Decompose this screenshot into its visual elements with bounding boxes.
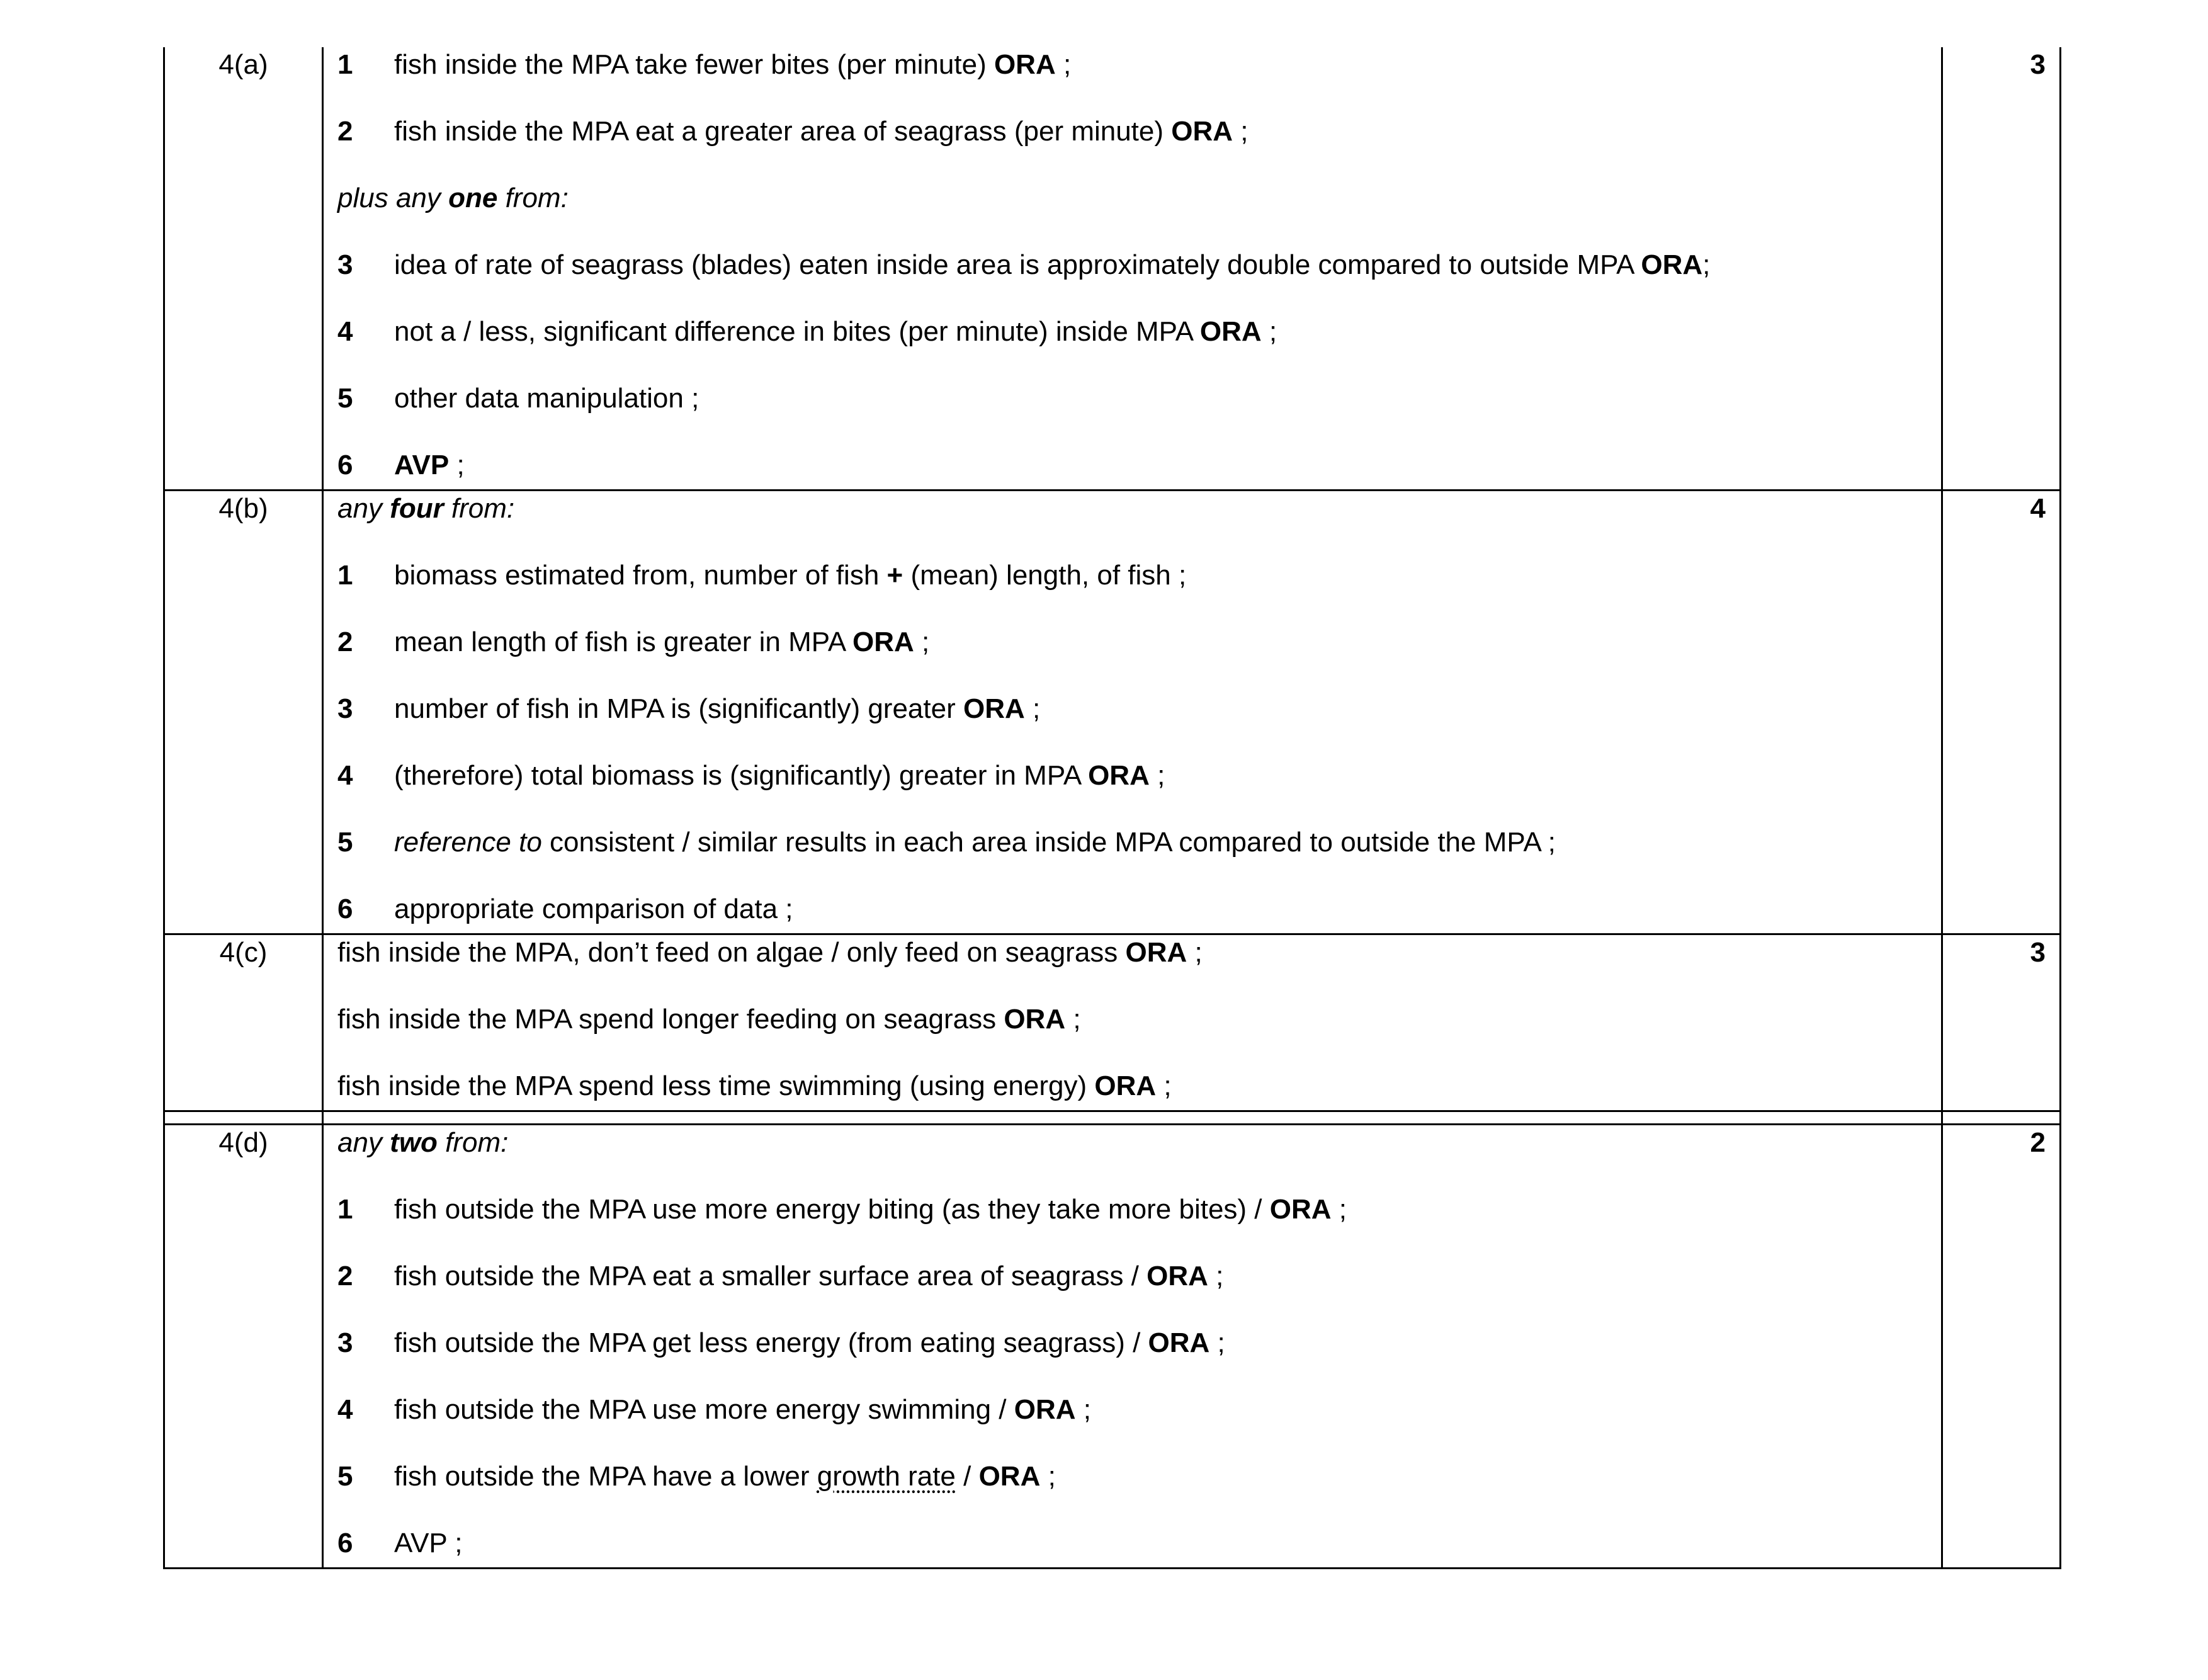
answer-line [337, 1393, 1941, 1460]
point-text: fish outside the MPA have a lower [394, 1461, 817, 1492]
intro-count: one [448, 183, 498, 213]
point-text: other data manipulation ; [394, 383, 699, 414]
intro-text: any [337, 493, 390, 524]
point-text: number of fish in MPA is (significantly) greater [394, 693, 956, 724]
answer-line [337, 559, 1941, 626]
point-number: 1 [337, 49, 353, 80]
answer-line [337, 1460, 1941, 1527]
question-row-4b [164, 491, 2061, 934]
point-text: appropriate comparison of data ; [394, 894, 793, 924]
reference-label: reference to [394, 827, 542, 858]
ora-label: ORA [1088, 760, 1150, 791]
question-number: 4(a) [164, 47, 323, 491]
intro-text: plus any [337, 183, 449, 213]
point-tail: ; [1149, 760, 1165, 791]
marks-value: 4 [1942, 491, 2061, 934]
separator-cell [1942, 1111, 2061, 1125]
row-separator [164, 1111, 2061, 1125]
point-number: 2 [337, 116, 353, 147]
ora-label: ORA [1146, 1261, 1208, 1291]
point-text: consistent / similar results in each area inside MPA compared to outside the MPA ; [541, 827, 1556, 858]
answer-line [337, 449, 1941, 489]
point-number: 5 [337, 383, 353, 414]
point-text: (mean) length, of fish ; [903, 560, 1187, 591]
point-number: 5 [337, 1461, 353, 1492]
point-tail: ; [1156, 1070, 1172, 1101]
point-text: fish outside the MPA use more energy swimming / [394, 1394, 1014, 1425]
point-tail: ; [914, 627, 930, 657]
point-number: 3 [337, 693, 353, 724]
point-tail: ; [1331, 1194, 1347, 1225]
answer-line [337, 315, 1941, 382]
point-text: biomass estimated from, number of fish [394, 560, 887, 591]
point-text: mean length of fish is greater in MPA [394, 627, 845, 657]
question-number: 4(b) [164, 491, 323, 934]
answer-cell [323, 491, 1942, 934]
point-text: fish inside the MPA take fewer bites (per minute) [394, 49, 987, 80]
answer-line [337, 1003, 1941, 1070]
answer-intro [337, 1127, 1941, 1193]
point-text: fish inside the MPA eat a greater area of seagrass (per minute) [394, 116, 1164, 147]
point-number: 1 [337, 560, 353, 591]
answer-line [337, 936, 1941, 1003]
answer-line [337, 693, 1941, 759]
point-tail: ; [1065, 1004, 1081, 1035]
intro-text: from: [437, 1127, 509, 1158]
point-text: fish outside the MPA use more energy biting (as they take more bites) / [394, 1194, 1270, 1225]
question-row-4d [164, 1125, 2061, 1569]
point-number: 4 [337, 1394, 353, 1425]
point-tail: ; [1055, 49, 1072, 80]
point-number: 1 [337, 1194, 353, 1225]
answer-line [337, 249, 1941, 315]
point-number: 6 [337, 894, 353, 924]
question-number: 4(c) [164, 934, 323, 1111]
marks-value: 2 [1942, 1125, 2061, 1569]
intro-count: four [390, 493, 444, 524]
point-number: 6 [337, 450, 353, 480]
point-text: (therefore) total biomass is (significantly) greater in MPA [394, 760, 1080, 791]
avp-label: AVP [394, 450, 450, 480]
ora-label: ORA [1014, 1394, 1076, 1425]
point-text: / [955, 1461, 979, 1492]
answer-line [337, 826, 1941, 893]
answer-line [337, 115, 1941, 182]
answer-line [337, 1193, 1941, 1260]
plus-symbol: + [886, 560, 903, 591]
point-number: 5 [337, 827, 353, 858]
answer-intro [337, 182, 1941, 249]
point-text: AVP ; [394, 1528, 463, 1558]
ora-label: ORA [1094, 1070, 1157, 1101]
intro-text: any [337, 1127, 390, 1158]
point-text: not a / less, significant difference in bites (per minute) inside MPA [394, 316, 1192, 347]
marks-value: 3 [1942, 47, 2061, 491]
intro-text: from: [443, 493, 515, 524]
ora-label: ORA [1199, 316, 1262, 347]
question-row-4a [164, 47, 2061, 491]
answer-cell [323, 47, 1942, 491]
answer-line [337, 48, 1941, 115]
point-text: idea of rate of seagrass (blades) eaten inside area is approximately double compared to outside MPA [394, 249, 1634, 280]
point-number: 4 [337, 760, 353, 791]
point-tail: ; [1208, 1261, 1224, 1291]
point-tail: ; [449, 450, 465, 480]
ora-label: ORA [1171, 116, 1233, 147]
separator-cell [164, 1111, 323, 1125]
mark-scheme-table [163, 47, 2061, 1569]
point-tail: ; [1024, 693, 1041, 724]
ora-label: ORA [1269, 1194, 1332, 1225]
answer-line [337, 382, 1941, 449]
point-tail: ; [1075, 1394, 1091, 1425]
answer-line [337, 1327, 1941, 1393]
answer-line [337, 893, 1941, 933]
point-number: 3 [337, 1327, 353, 1358]
point-tail: ; [1702, 249, 1711, 280]
ora-label: ORA [994, 49, 1056, 80]
ora-label: ORA [978, 1461, 1041, 1492]
point-text: fish inside the MPA spend less time swimming (using energy) [337, 1070, 1087, 1101]
ora-label: ORA [1148, 1327, 1210, 1358]
point-number: 2 [337, 627, 353, 657]
ora-label: ORA [852, 627, 914, 657]
point-number: 3 [337, 249, 353, 280]
point-text: fish outside the MPA eat a smaller surface area of seagrass / [394, 1261, 1147, 1291]
answer-cell [323, 934, 1942, 1111]
question-number: 4(d) [164, 1125, 323, 1569]
ora-label: ORA [1125, 937, 1187, 968]
point-tail: ; [1209, 1327, 1225, 1358]
answer-line [337, 1527, 1941, 1567]
point-tail: ; [1233, 116, 1248, 147]
answer-line [337, 1070, 1941, 1110]
point-tail: ; [1187, 937, 1203, 968]
intro-count: two [390, 1127, 438, 1158]
point-number: 4 [337, 316, 353, 347]
answer-line [337, 759, 1941, 826]
ora-label: ORA [1641, 249, 1703, 280]
answer-line [337, 1260, 1941, 1327]
point-tail: ; [1261, 316, 1277, 347]
separator-cell [323, 1111, 1942, 1125]
point-tail: ; [1040, 1461, 1056, 1492]
point-number: 6 [337, 1528, 353, 1558]
question-row-4c [164, 934, 2061, 1111]
answer-intro [337, 492, 1941, 559]
answer-line [337, 626, 1941, 693]
point-text: fish outside the MPA get less energy (from eating seagrass) / [394, 1327, 1148, 1358]
intro-text: from: [497, 183, 569, 213]
spellcheck-underlined-text: growth rate [817, 1461, 956, 1492]
point-number: 2 [337, 1261, 353, 1291]
point-text: fish inside the MPA, don’t feed on algae / only feed on seagrass [337, 937, 1118, 968]
point-text: fish inside the MPA spend longer feeding on seagrass [337, 1004, 997, 1035]
answer-cell [323, 1125, 1942, 1569]
ora-label: ORA [1004, 1004, 1066, 1035]
ora-label: ORA [963, 693, 1025, 724]
marks-value: 3 [1942, 934, 2061, 1111]
